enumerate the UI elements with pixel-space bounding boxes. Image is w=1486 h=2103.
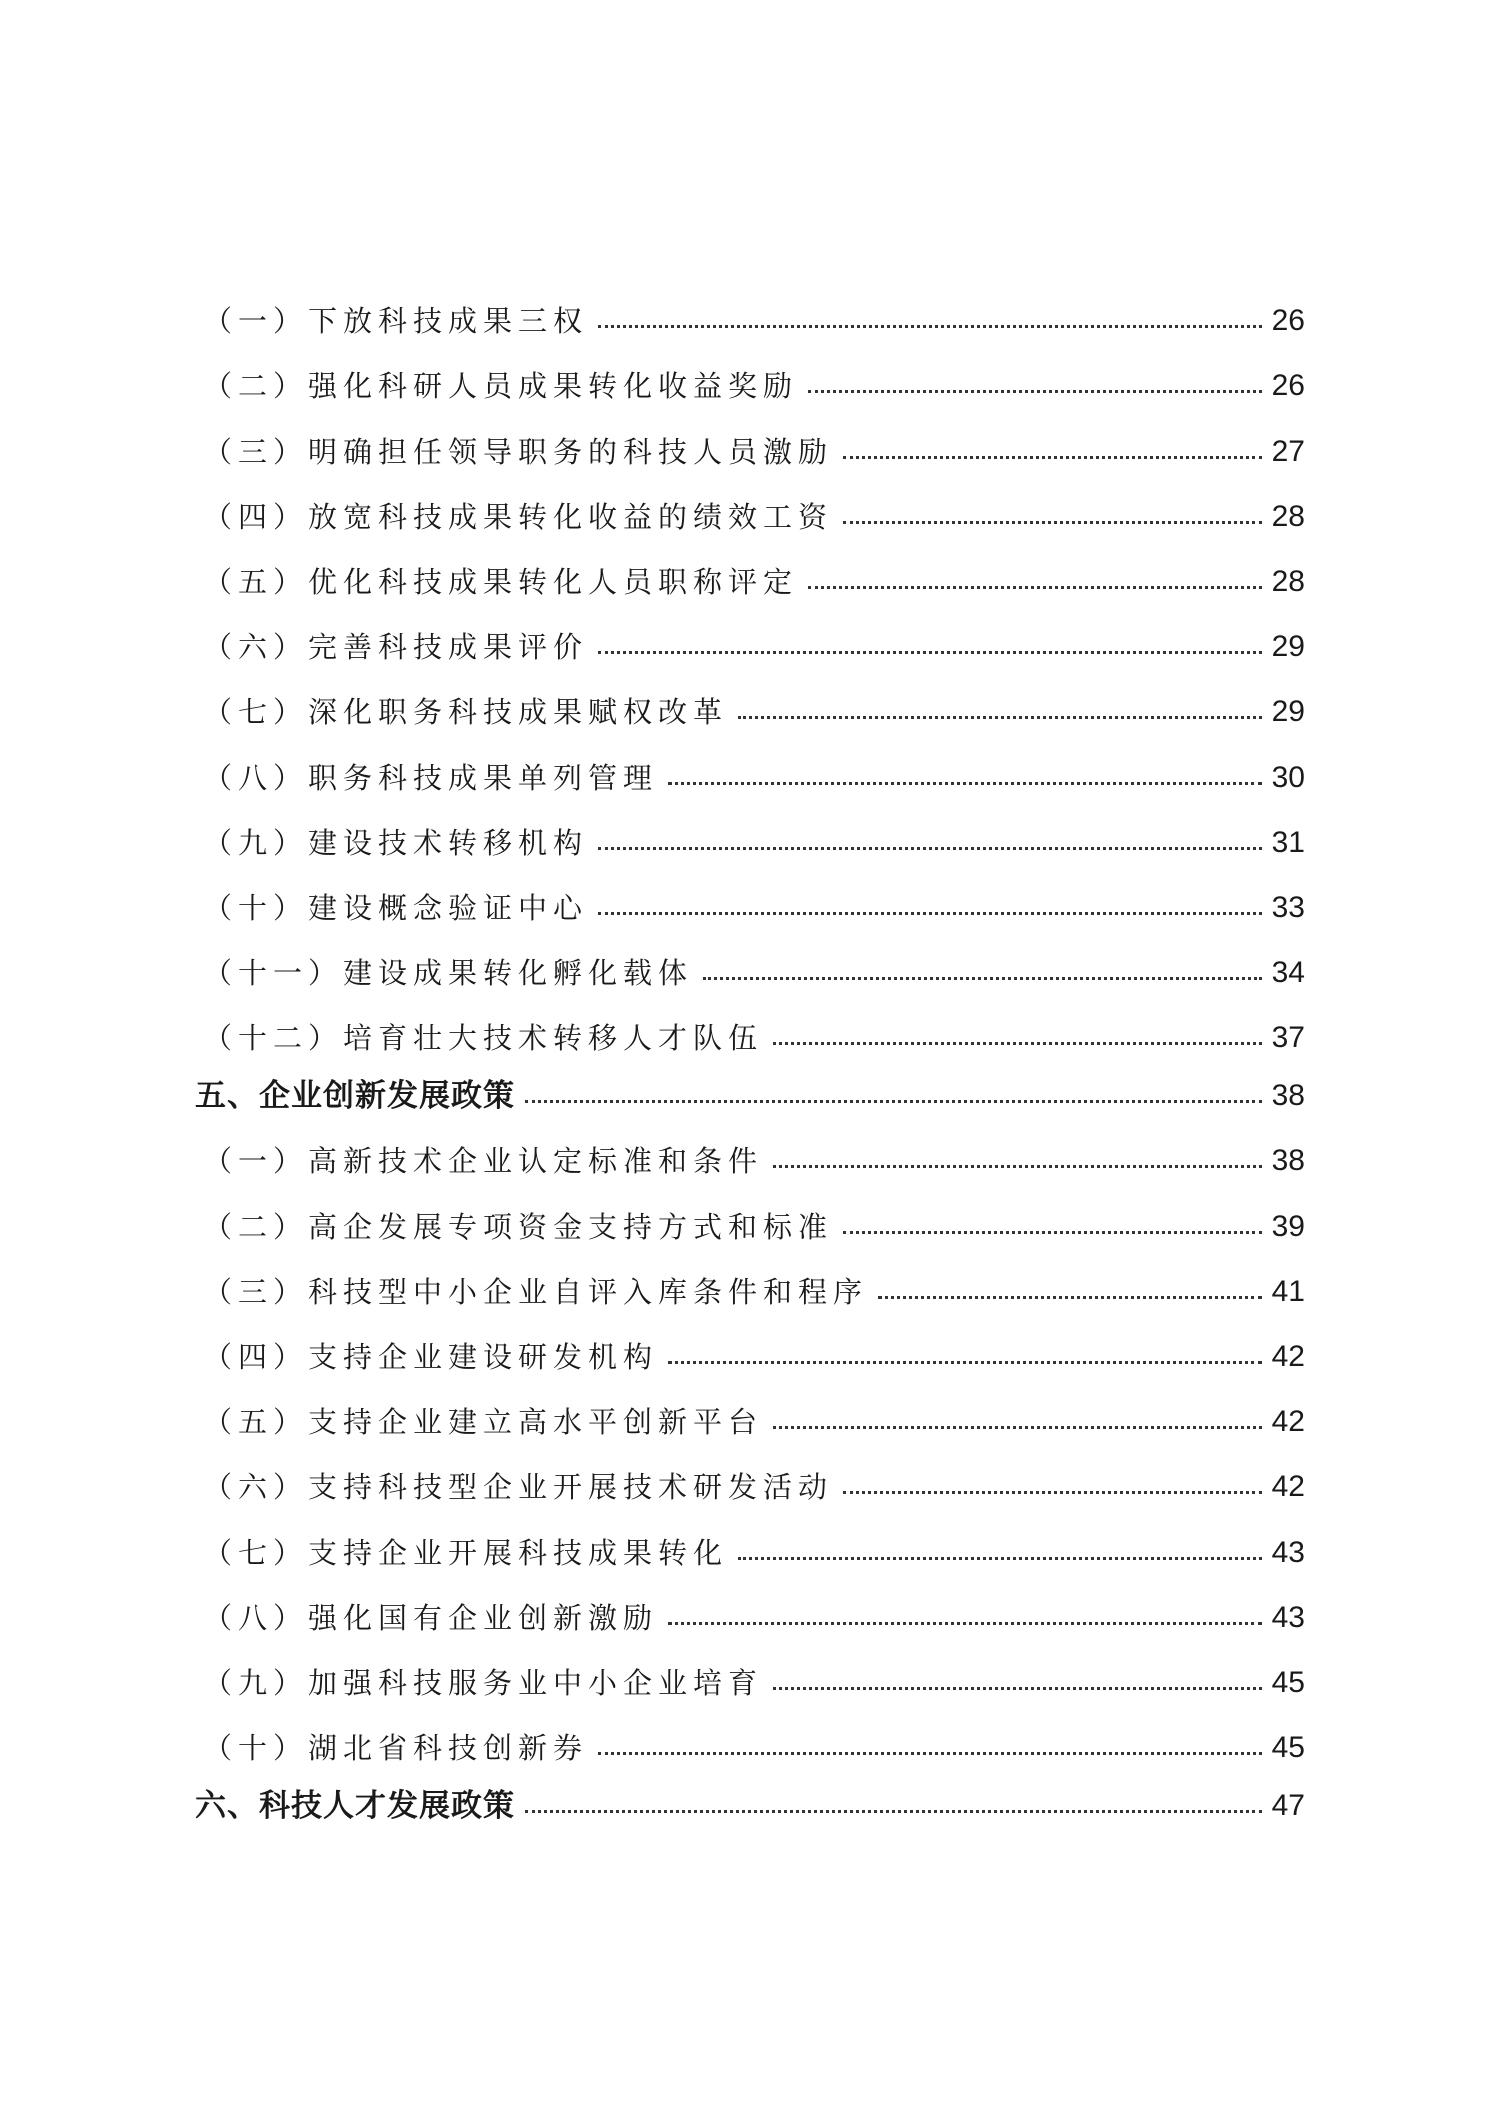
toc-section-heading[interactable] (195, 1057, 1305, 1115)
toc-entry-title: （六）完善科技成果评价 (203, 630, 589, 665)
dot-leader (773, 1426, 1262, 1429)
toc-entry-title: （七）深化职务科技成果赋权改革 (203, 695, 729, 730)
toc-entry[interactable] (195, 471, 1305, 536)
toc-page-number: 43 (1271, 1535, 1305, 1569)
toc-entry[interactable] (195, 1506, 1305, 1571)
toc-entry-title: （二）高企发展专项资金支持方式和标准 (203, 1209, 834, 1244)
dot-leader (703, 977, 1262, 980)
dot-leader (843, 456, 1262, 459)
dot-leader (525, 1810, 1262, 1813)
toc-page-number: 41 (1271, 1274, 1305, 1308)
toc-page-number: 39 (1271, 1209, 1305, 1243)
toc-entry-title: （九）加强科技服务业中小企业培育 (203, 1665, 764, 1700)
toc-entry-title: （十二）培育壮大技术转移人才队伍 (203, 1021, 764, 1056)
toc-page-number: 30 (1271, 760, 1305, 794)
dot-leader (878, 1296, 1262, 1299)
toc-page-number: 45 (1271, 1731, 1305, 1765)
toc-entry-title: （一）下放科技成果三权 (203, 304, 589, 339)
dot-leader (598, 847, 1262, 850)
dot-leader (668, 1361, 1262, 1364)
toc-page-number: 38 (1271, 1079, 1305, 1113)
toc-entry[interactable] (195, 536, 1305, 601)
toc-entry-title: （五）优化科技成果转化人员职称评定 (203, 564, 799, 599)
toc-page-number: 33 (1271, 890, 1305, 924)
toc-entry[interactable] (195, 1311, 1305, 1376)
toc-page-number: 28 (1271, 499, 1305, 533)
toc-entry-title: （八）强化国有企业创新激励 (203, 1600, 659, 1635)
dot-leader (668, 782, 1262, 785)
toc-entry[interactable] (195, 1115, 1305, 1180)
toc-page-number: 26 (1271, 369, 1305, 403)
toc-entry-title: （三）科技型中小企业自评入库条件和程序 (203, 1274, 869, 1309)
toc-entry[interactable] (195, 601, 1305, 666)
dot-leader (773, 1165, 1262, 1168)
toc-entry[interactable] (195, 666, 1305, 731)
dot-leader (525, 1100, 1262, 1103)
dot-leader (738, 716, 1262, 719)
toc-entry[interactable] (195, 862, 1305, 927)
toc-entry[interactable] (195, 797, 1305, 862)
toc-entry[interactable] (195, 1572, 1305, 1637)
toc-entry-title: （三）明确担任领导职务的科技人员激励 (203, 434, 834, 469)
toc-entry[interactable] (195, 340, 1305, 405)
toc-page-number: 29 (1271, 630, 1305, 664)
table-of-contents (195, 275, 1305, 1825)
toc-entry[interactable] (195, 1376, 1305, 1441)
dot-leader (773, 1687, 1262, 1690)
toc-page-number: 31 (1271, 825, 1305, 859)
toc-entry[interactable] (195, 1246, 1305, 1311)
toc-page-number: 42 (1271, 1470, 1305, 1504)
toc-entry-title: （五）支持企业建立高水平创新平台 (203, 1405, 764, 1440)
toc-entry-title: （六）支持科技型企业开展技术研发活动 (203, 1470, 834, 1505)
toc-entry-title: 五、企业创新发展政策 (195, 1078, 515, 1115)
toc-entry[interactable] (195, 275, 1305, 340)
toc-page-number: 26 (1271, 304, 1305, 338)
toc-page-number: 28 (1271, 564, 1305, 598)
dot-leader (598, 1752, 1262, 1755)
toc-entry[interactable] (195, 1702, 1305, 1767)
toc-page-number: 43 (1271, 1600, 1305, 1634)
dot-leader (843, 521, 1262, 524)
dot-leader (808, 586, 1262, 589)
toc-entry-title: （二）强化科研人员成果转化收益奖励 (203, 369, 799, 404)
toc-entry-title: （九）建设技术转移机构 (203, 825, 589, 860)
dot-leader (598, 325, 1262, 328)
dot-leader (738, 1557, 1262, 1560)
toc-entry-title: （四）支持企业建设研发机构 (203, 1340, 659, 1374)
dot-leader (598, 912, 1262, 915)
dot-leader (843, 1231, 1262, 1234)
dot-leader (808, 390, 1262, 393)
toc-entry[interactable] (195, 992, 1305, 1057)
toc-section-heading[interactable] (195, 1767, 1305, 1825)
toc-page-number: 34 (1271, 956, 1305, 990)
dot-leader (598, 651, 1262, 654)
toc-entry-title: （十一）建设成果转化孵化载体 (203, 956, 694, 991)
toc-entry-title: （一）高新技术企业认定标准和条件 (203, 1144, 764, 1179)
toc-page-number: 27 (1271, 434, 1305, 468)
toc-entry-title: （七）支持企业开展科技成果转化 (203, 1535, 729, 1570)
toc-entry[interactable] (195, 1180, 1305, 1245)
toc-entry-title: （四）放宽科技成果转化收益的绩效工资 (203, 499, 834, 534)
toc-entry-title: （八）职务科技成果单列管理 (203, 760, 659, 795)
toc-page-number: 45 (1271, 1665, 1305, 1699)
toc-page-number: 37 (1271, 1021, 1305, 1055)
dot-leader (773, 1042, 1262, 1045)
toc-page-number: 42 (1271, 1405, 1305, 1439)
dot-leader (843, 1491, 1262, 1494)
toc-page-number: 38 (1271, 1144, 1305, 1178)
toc-entry[interactable] (195, 731, 1305, 796)
toc-entry[interactable] (195, 405, 1305, 470)
dot-leader (668, 1622, 1262, 1625)
toc-entry-title: 六、科技人才发展政策 (195, 1788, 515, 1825)
toc-entry[interactable] (195, 1637, 1305, 1702)
toc-entry[interactable] (195, 927, 1305, 992)
toc-page-number: 47 (1271, 1789, 1305, 1823)
toc-page-number: 42 (1271, 1340, 1305, 1373)
toc-entry-title: （十）建设概念验证中心 (203, 890, 589, 925)
toc-entry-title: （十）湖北省科技创新券 (203, 1731, 589, 1766)
toc-entry[interactable] (195, 1441, 1305, 1506)
toc-page-number: 29 (1271, 695, 1305, 729)
